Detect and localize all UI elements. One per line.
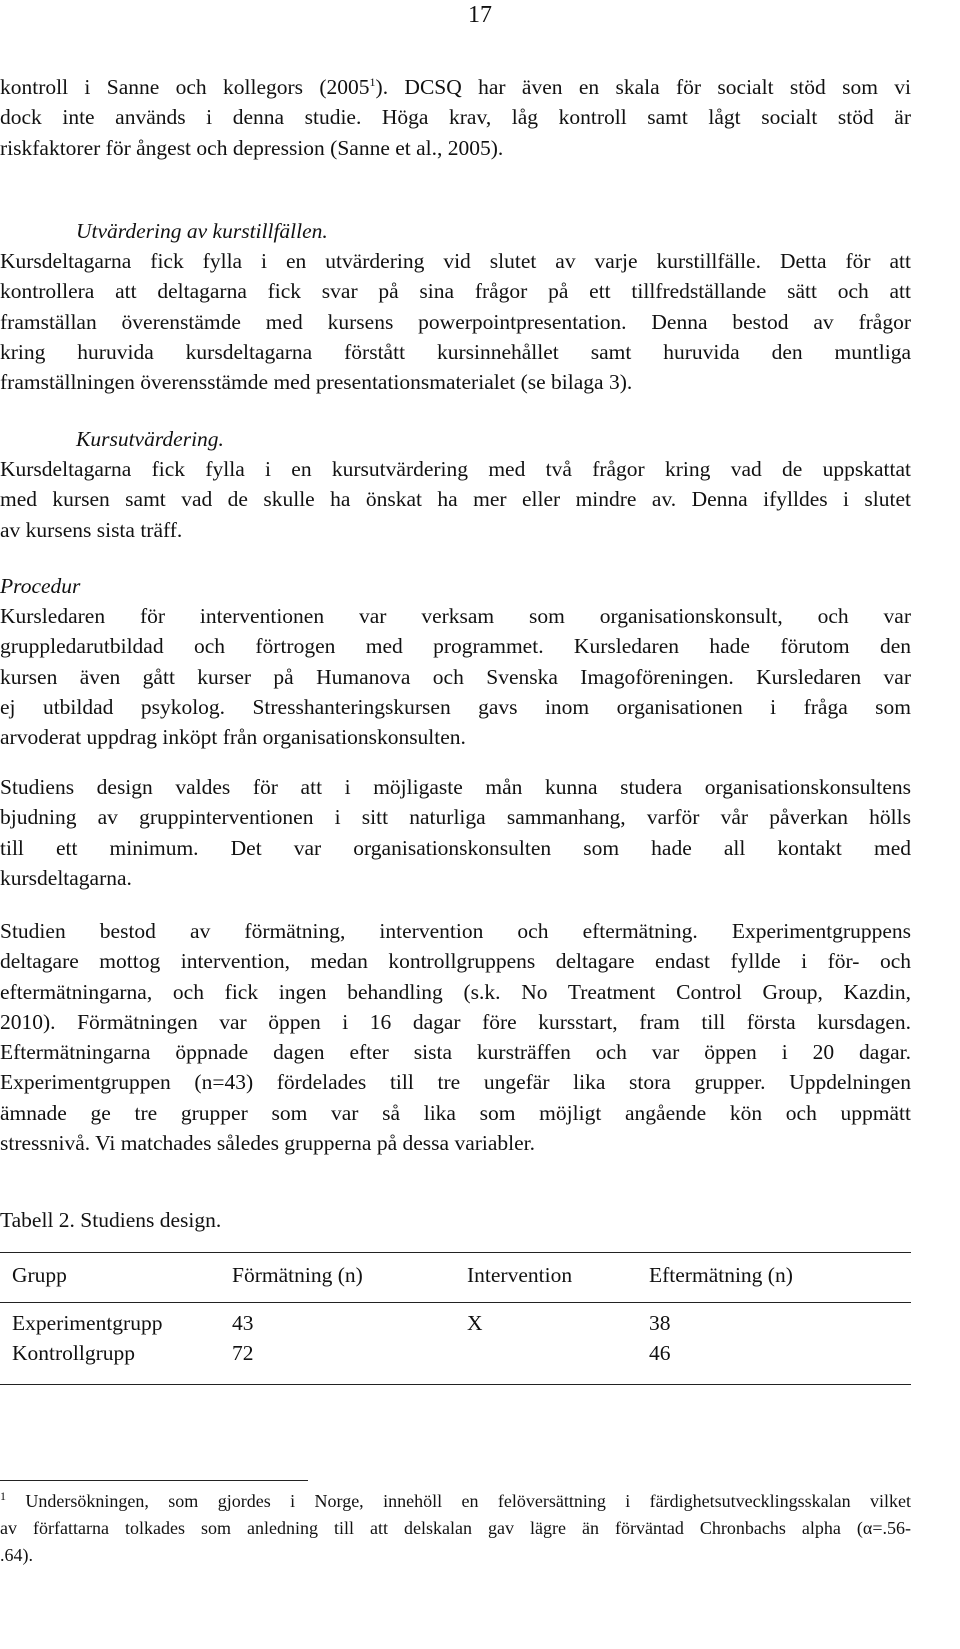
table-header-eftermatning: Eftermätning (n) bbox=[649, 1263, 793, 1287]
page-number: 17 bbox=[468, 2, 492, 28]
text-line: bjudning av gruppinterventionen i sitt naturliga sammanhang, varför vår påverkan hölls bbox=[0, 805, 911, 830]
text-line: med kursen samt vad de skulle ha önskat ha mer eller mindre av. Denna ifylldes i slutet bbox=[0, 487, 911, 512]
text-line: framställningen överensstämde med presentationsmaterialet (se bilaga 3). bbox=[0, 370, 633, 395]
text-line: framställan överenstämde med kursens powerpointpresentation. Denna bestod av frågor bbox=[0, 309, 911, 334]
paragraph-kursledare bbox=[0, 601, 911, 752]
text-line: deltagare mottog intervention, medan kontrollgruppens deltagare endast fyllde i för- och bbox=[0, 949, 911, 974]
table-title: Tabell 2. Studiens design. bbox=[0, 1208, 222, 1232]
paragraph-design bbox=[0, 772, 911, 893]
text-line: ämnade ge tre grupper som var så lika som möjligt angående kön och uppmätt bbox=[0, 1100, 911, 1125]
table-header-rule bbox=[0, 1302, 911, 1303]
text-line: gruppledarutbildad och förtrogen med programmet. Kursledaren hade förutom den bbox=[0, 634, 911, 659]
text-line: kursdeltagarna. bbox=[0, 865, 132, 890]
text-line: Kursdeltagarna fick fylla i en kursutvärdering med två frågor kring vad de uppskattat bbox=[0, 457, 911, 481]
table-cell: 72 bbox=[232, 1341, 254, 1365]
text-line: kontrollera att deltagarna fick svar på sina frågor på ett tillfredställande sätt och att bbox=[0, 279, 911, 304]
table-cell: X bbox=[467, 1311, 483, 1335]
footnote-reference[interactable]: 1 bbox=[369, 74, 376, 89]
paragraph-utvardering bbox=[0, 246, 911, 397]
table-cell: 46 bbox=[649, 1341, 671, 1365]
text-line: till ett minimum. Det var organisationskonsulten som hade all kontakt med bbox=[0, 835, 911, 860]
text-line: kontroll i Sanne och kollegors (2005$^1$). DCSQ har även en skala för socialt stöd som vi bbox=[0, 74, 911, 99]
table-header-intervention: Intervention bbox=[467, 1263, 573, 1287]
heading-utvardering: Utvärdering av kurstillfällen. bbox=[76, 219, 328, 243]
text-line: kursen även gått kurser på Humanova och Svenska Imagoföreningen. Kursledaren var bbox=[0, 664, 911, 689]
table-cell: 43 bbox=[232, 1311, 254, 1335]
table-top-rule bbox=[0, 1252, 911, 1253]
text-line: av författarna tolkades som anledning till att delskalan gav lägre än förväntad Chronbachs alpha (α=.56- bbox=[0, 1518, 911, 1538]
text-line: dock inte används i denna studie. Höga krav, låg kontroll samt lågt socialt stöd är bbox=[0, 105, 911, 130]
table-bottom-rule bbox=[0, 1384, 911, 1385]
text-line: Studiens design valdes för att i möjligaste mån kunna studera organisationskonsultens bbox=[0, 775, 911, 799]
text-line: stressnivå. Vi matchades således grupperna på dessa variabler. bbox=[0, 1131, 536, 1156]
text-line: 2010). Förmätningen var öppen i 16 dagar före kursstart, fram till första kursdagen. bbox=[0, 1009, 911, 1034]
text-line: Eftermätningarna öppnade dagen efter sista kursträffen och var öppen i 20 dagar. bbox=[0, 1040, 911, 1065]
heading-kursutvardering: Kursutvärdering. bbox=[76, 427, 224, 451]
table-cell: Experimentgrupp bbox=[12, 1311, 163, 1335]
text-line: ej utbildad psykolog. Stresshanteringskursen gavs inom organisationen i fråga som bbox=[0, 694, 911, 719]
text-line: Kursledaren för interventionen var verksam som organisationskonsult, och var bbox=[0, 604, 911, 628]
footnote bbox=[0, 1488, 911, 1569]
text-line: $^1$ Undersökningen, som gjordes i Norge, innehöll en felöversättning i färdighetsutvecklingsskalan vilket bbox=[0, 1489, 912, 1511]
paragraph-dcsq bbox=[0, 72, 911, 163]
heading-procedur: Procedur bbox=[0, 574, 81, 598]
text-line: Studien bestod av förmätning, intervention och eftermätning. Experimentgruppens bbox=[0, 919, 911, 943]
text-line: Kursdeltagarna fick fylla i en utvärdering vid slutet av varje kurstillfälle. Detta för att bbox=[0, 249, 911, 273]
text-line: riskfaktorer för ångest och depression (Sanne et al., 2005). bbox=[0, 135, 504, 160]
table-cell: Kontrollgrupp bbox=[12, 1341, 136, 1365]
text-line: eftermätningarna, och fick ingen behandling (s.k. No Treatment Control Group, Kazdin, bbox=[0, 979, 911, 1004]
table-header-grupp: Grupp bbox=[12, 1263, 67, 1287]
table-header-formatning: Förmätning (n) bbox=[232, 1263, 363, 1287]
text-line: .64). bbox=[0, 1545, 33, 1565]
paragraph-kursutvardering bbox=[0, 454, 911, 545]
text-line: arvoderat uppdrag inköpt från organisationskonsulten. bbox=[0, 725, 466, 750]
footnote-marker: 1 bbox=[0, 1489, 6, 1503]
text-line: Experimentgruppen (n=43) fördelades till tre ungefär lika stora grupper. Uppdelningen bbox=[0, 1070, 911, 1095]
text-line: kring huruvida kursdeltagarna förstått kursinnehållet samt huruvida den muntliga bbox=[0, 339, 911, 364]
text-line: av kursens sista träff. bbox=[0, 517, 183, 542]
paragraph-studien bbox=[0, 916, 911, 1158]
table-cell: 38 bbox=[649, 1311, 671, 1335]
footnote-separator bbox=[0, 1480, 308, 1481]
